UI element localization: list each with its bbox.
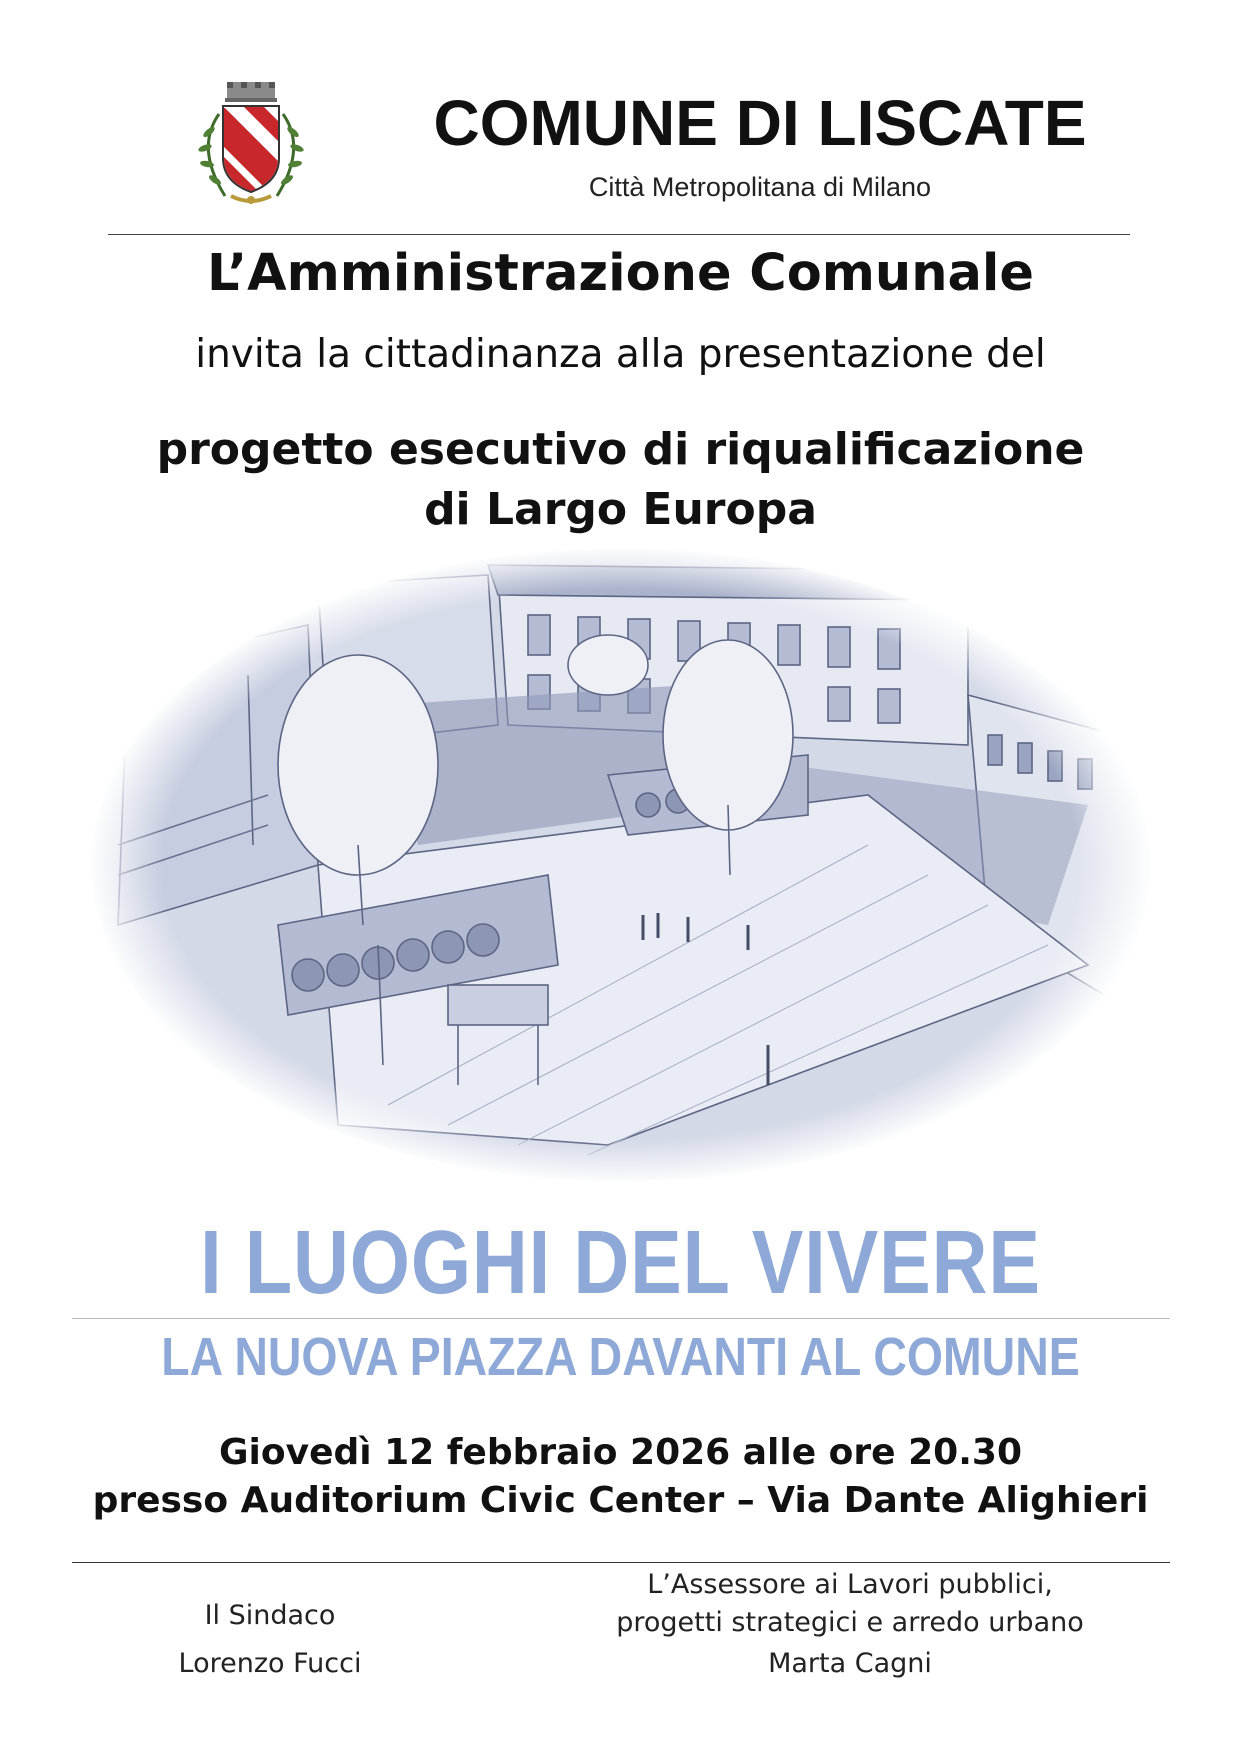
slogan-divider xyxy=(72,1318,1170,1319)
municipality-subtitle: Città Metropolitana di Milano xyxy=(588,172,932,202)
piazza-sketch-illustration xyxy=(88,545,1154,1185)
invitation-text: invita la cittadinanza alla presentazione del xyxy=(195,332,1046,377)
project-title xyxy=(0,420,1241,540)
slogan-sub: LA NUOVA PIAZZA DAVANTI AL COMUNE xyxy=(161,1327,1080,1387)
event-place: presso Auditorium Civic Center – Via Dante Alighieri xyxy=(92,1480,1149,1521)
header-divider xyxy=(108,234,1130,235)
footer-divider xyxy=(72,1562,1170,1563)
slogan-main: I LUOGHI DEL VIVERE xyxy=(200,1213,1041,1313)
mayor-name: Lorenzo Fucci xyxy=(178,1648,362,1679)
project-title-line-1: progetto esecutivo di riqualificazione xyxy=(156,424,1085,475)
municipal-coat-of-arms-icon xyxy=(185,78,317,216)
mayor-role: Il Sindaco xyxy=(204,1600,336,1631)
assessor-name: Marta Cagni xyxy=(768,1648,932,1679)
assessor-role-line-2: progetti strategici e arredo urbano xyxy=(616,1607,1084,1638)
municipality-name: COMUNE DI LISCATE xyxy=(433,87,1087,159)
assessor-role xyxy=(560,1566,1140,1642)
event-date: Giovedì 12 febbraio 2026 alle ore 20.30 xyxy=(218,1432,1022,1473)
project-title-line-2: di Largo Europa xyxy=(424,484,817,535)
assessor-role-line-1: L’Assessore ai Lavori pubblici, xyxy=(647,1569,1053,1600)
administration-title: L’Amministrazione Comunale xyxy=(206,244,1035,303)
